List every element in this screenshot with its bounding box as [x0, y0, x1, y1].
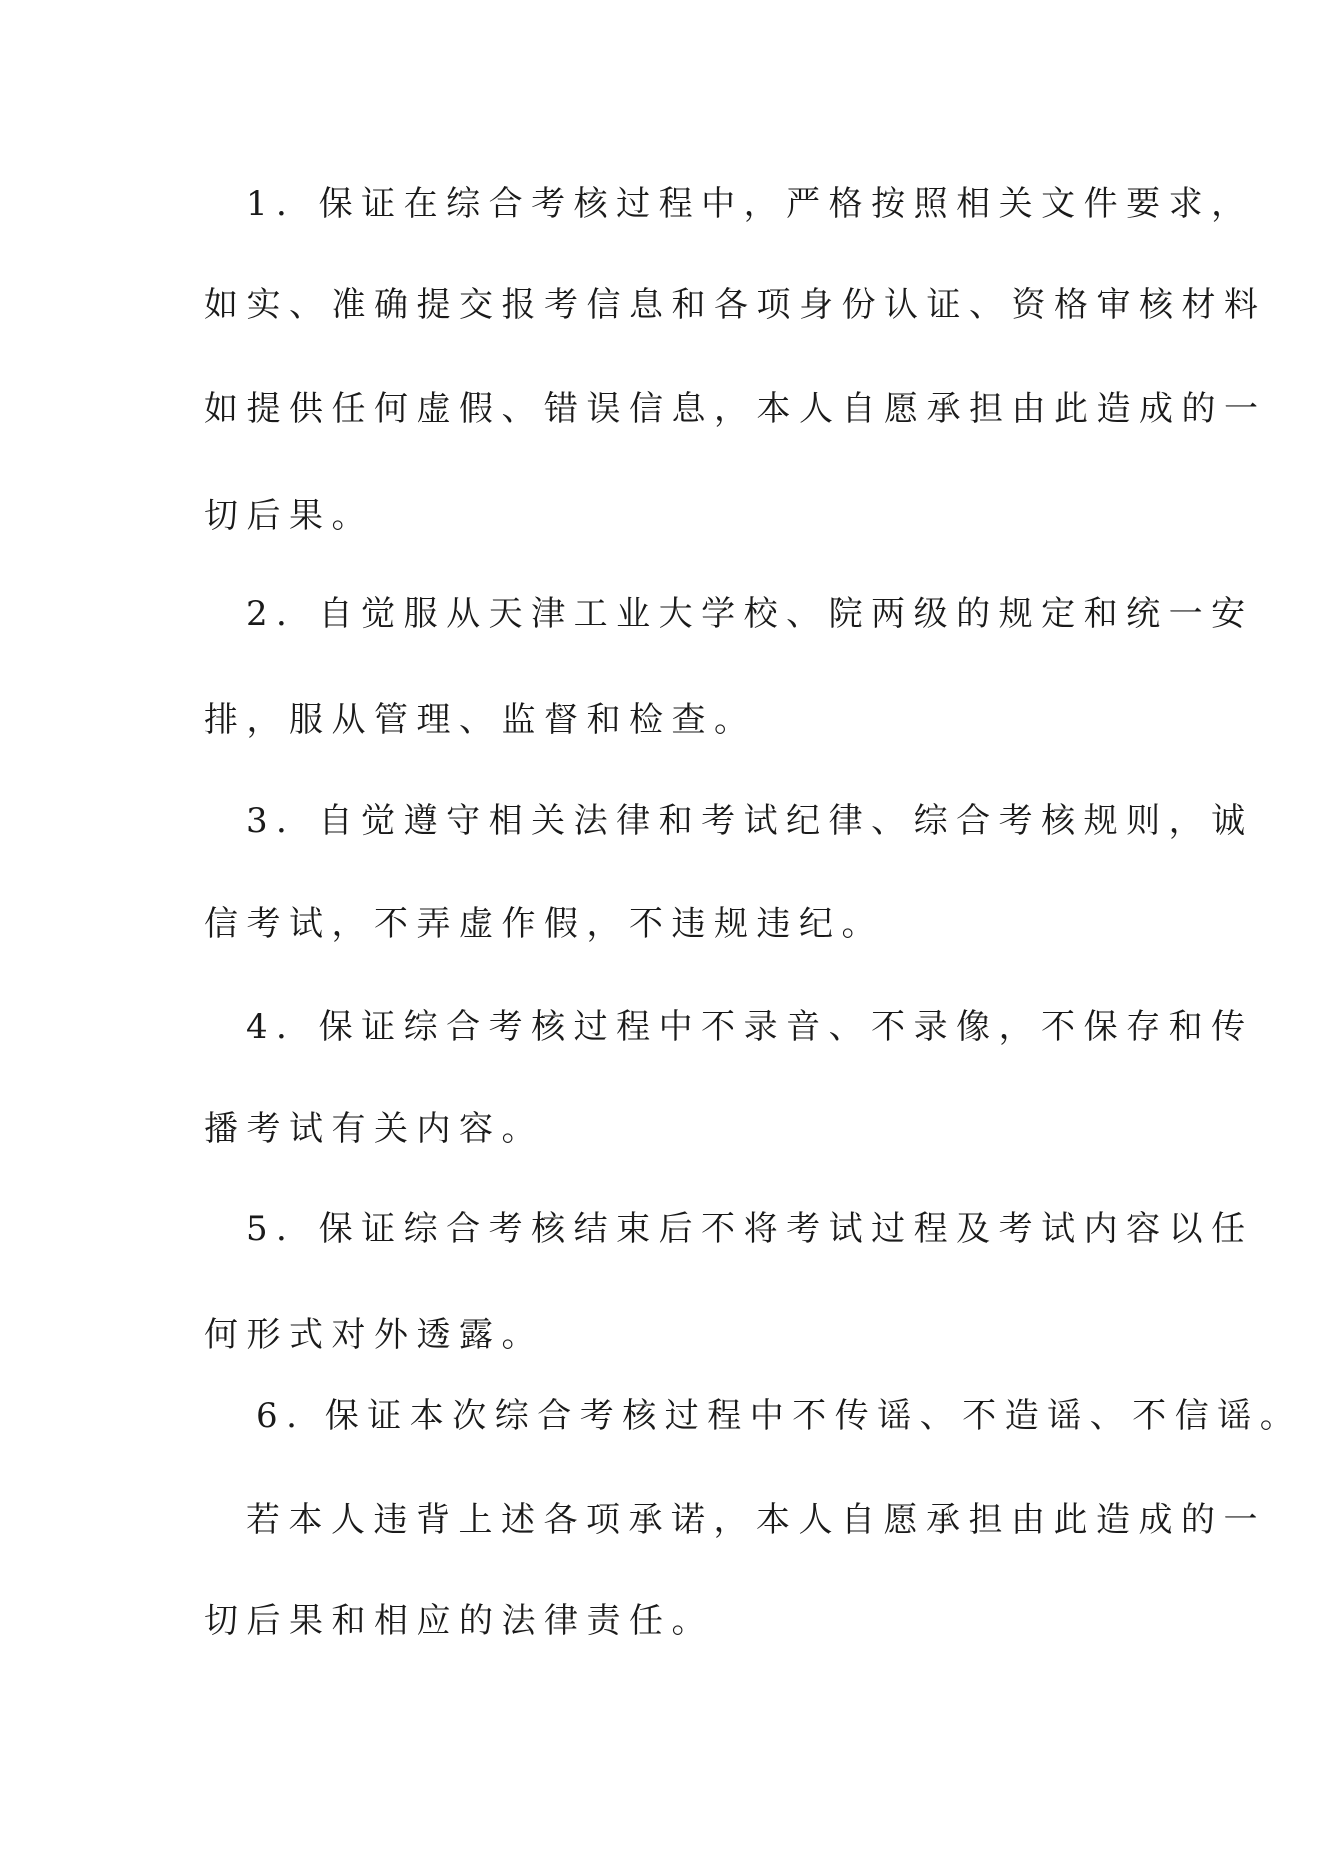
item-6-line-1: 6. 保证本次综合考核过程中不传谣、不造谣、不信谣。 — [256, 1396, 1303, 1436]
item-4-line-1: 4．保证综合考核过程中不录音、不录像，不保存和传 — [246, 1007, 1254, 1047]
item-3-line-1: 3．自觉遵守相关法律和考试纪律、综合考核规则，诚 — [246, 801, 1254, 841]
item-4-line-2: 播考试有关内容。 — [204, 1109, 544, 1149]
item-5-line-1: 5．保证综合考核结束后不将考试过程及考试内容以任 — [246, 1209, 1254, 1249]
item-1-line-3: 如提供任何虚假、错误信息，本人自愿承担由此造成的一 — [204, 389, 1267, 429]
item-1-line-4: 切后果。 — [204, 496, 374, 536]
item-2-line-1: 2．自觉服从天津工业大学校、院两级的规定和统一安 — [246, 594, 1254, 634]
item-1-line-1: 1．保证在综合考核过程中，严格按照相关文件要求， — [246, 184, 1254, 224]
closing-line-1: 若本人违背上述各项承诺，本人自愿承担由此造成的一 — [246, 1500, 1266, 1540]
closing-line-2: 切后果和相应的法律责任。 — [204, 1601, 714, 1641]
item-3-line-2: 信考试，不弄虚作假，不违规违纪。 — [204, 904, 884, 944]
item-2-line-2: 排，服从管理、监督和检查。 — [204, 700, 757, 740]
item-1-line-2: 如实、准确提交报考信息和各项身份认证、资格审核材料 — [204, 285, 1267, 325]
item-5-line-2: 何形式对外透露。 — [204, 1315, 544, 1355]
